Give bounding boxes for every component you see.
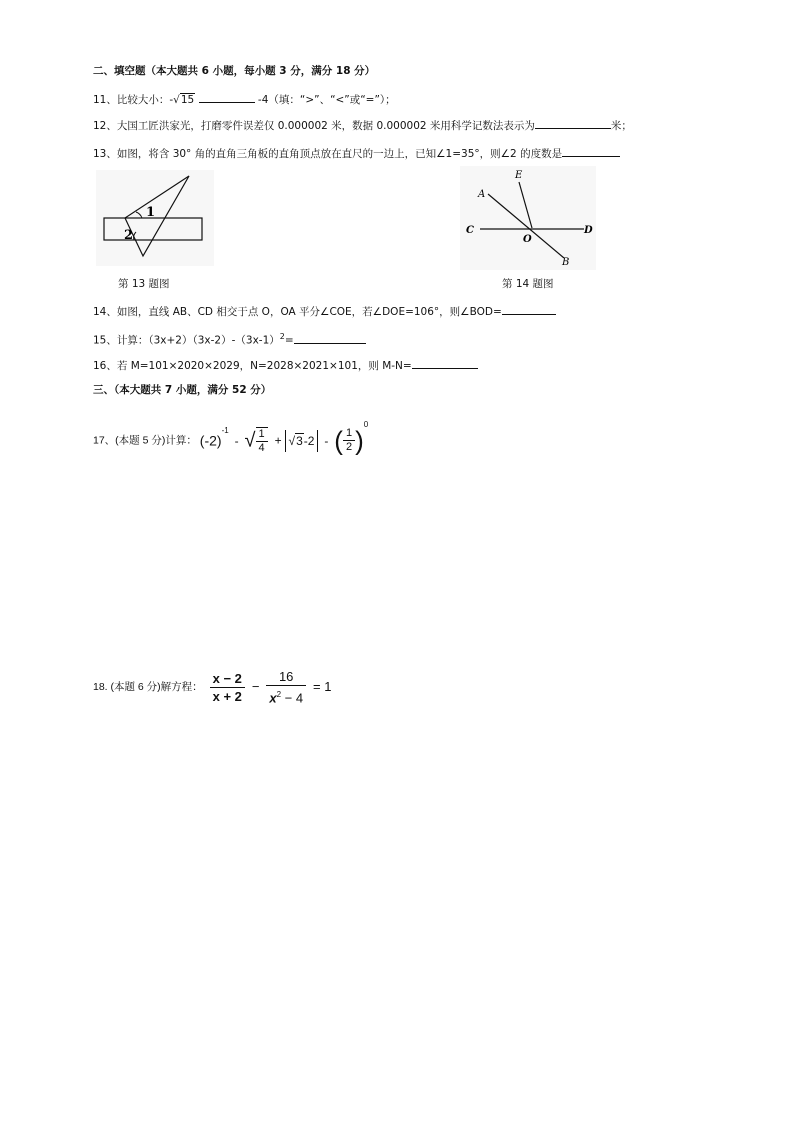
q17-sqrt-fraction [256,427,268,455]
fig14-background [460,166,596,270]
question-14 [93,303,556,319]
q12-unit: 米； [610,120,632,132]
fig14-label-E: E [515,170,523,181]
q17-left-paren: ( [334,425,343,456]
q18-minus: − [251,679,260,695]
q15-equals: = [284,334,294,347]
q17-plus: + [274,433,282,448]
q18-fraction-1 [210,670,245,705]
q17-frac2-num: 1 [343,427,355,441]
q17-right-paren: ) [355,425,364,456]
fig14-label-B: B [562,257,570,268]
q16-answer-blank [412,357,478,369]
q12-answer-blank [535,117,611,129]
question-16 [93,357,478,373]
question-12 [93,117,632,133]
q18-fraction-2 [266,668,306,706]
q17-minus-2: - [324,433,329,448]
fig14-label-D: D [584,225,593,236]
q18-frac2-den-exp: 2 [276,690,282,699]
question-18 [93,668,331,708]
q13-text: 13、如图，将含 30° 角的直角三角板的直角顶点放在直尺的一边上，已知∠1=35°，则∠2 的度数是 [93,148,563,160]
q13-answer-blank [562,145,620,157]
fig14-label-A: A [478,189,486,200]
fig13-label-1: 1 [146,205,156,220]
q17-abs-rest: -2 [303,433,315,448]
q17-base: (-2) [199,432,222,449]
q17-exp1: -1 [221,426,229,435]
fig13-label-2: 2 [124,228,134,243]
question-15 [93,330,366,348]
q11-radicand: 15 [180,94,195,106]
fig13-caption: 第 13 题图 [118,278,170,290]
q17-frac1-num: 1 [256,428,268,442]
sqrt-symbol: √ [173,94,180,106]
q17-minus-1: - [234,433,239,448]
q11-suffix: -4（填：“>”、“<”或“=”）； [257,94,396,106]
question-11 [93,91,396,107]
q18-frac2-num: 16 [266,668,306,686]
q15-text: 15、计算：（3x+2）（3x-2）-（3x-1） [93,334,280,347]
q17-absolute-value [285,430,319,452]
fig14-label-O: O [523,234,532,245]
q11-answer-blank [199,91,255,103]
q17-fraction-half [343,427,355,454]
q11-prefix: 11、比较大小：- [93,94,174,106]
q18-equals-one: = 1 [312,679,332,695]
q12-text: 12、大国工匠洪家光，打磨零件误差仅 0.000002 米，数据 0.000002 米用科学记数法表示为 [93,120,535,132]
q17-frac2-den: 2 [345,441,353,454]
q14-answer-blank [502,303,556,315]
q17-sqrt-symbol: √ [244,429,256,452]
fig14-label-C: C [466,225,474,236]
question-17 [93,420,368,458]
q15-answer-blank [294,332,366,344]
figure-13 [96,170,214,266]
q17-abs-radicand: 3 [296,433,303,448]
q17-prefix: 17、(本题 5 分)计算： [93,434,197,447]
q16-text: 16、若 M=101×2020×2029，N=2028×2021×101，则 M-N= [93,360,412,372]
q18-frac2-den-rest: − 4 [281,690,304,706]
fig14-caption: 第 14 题图 [502,278,554,290]
question-13 [93,145,620,161]
q14-text: 14、如图，直线 AB、CD 相交于点 O，OA 平分∠COE，若∠DOE=106°，则∠BOD= [93,306,502,318]
figure-14 [460,166,596,270]
q18-frac2-den [266,686,306,706]
q17-abs-sqrt-symbol: √ [288,433,296,448]
q18-frac2-den-x: x [269,690,277,706]
section-3-heading: 三、（本大题共 7 小题，满分 52 分） [93,384,272,396]
q18-frac1-num: x − 2 [210,670,245,688]
q17-exp2: 0 [363,420,369,429]
section-2-heading: 二、填空题（本大题共 6 小题，每小题 3 分，满分 18 分） [93,65,376,77]
q15-exponent: 2 [279,332,285,341]
q17-frac1-den: 4 [258,441,265,454]
q18-prefix: 18. (本题 6 分)解方程： [93,681,203,694]
q18-frac1-den: x + 2 [212,688,242,704]
